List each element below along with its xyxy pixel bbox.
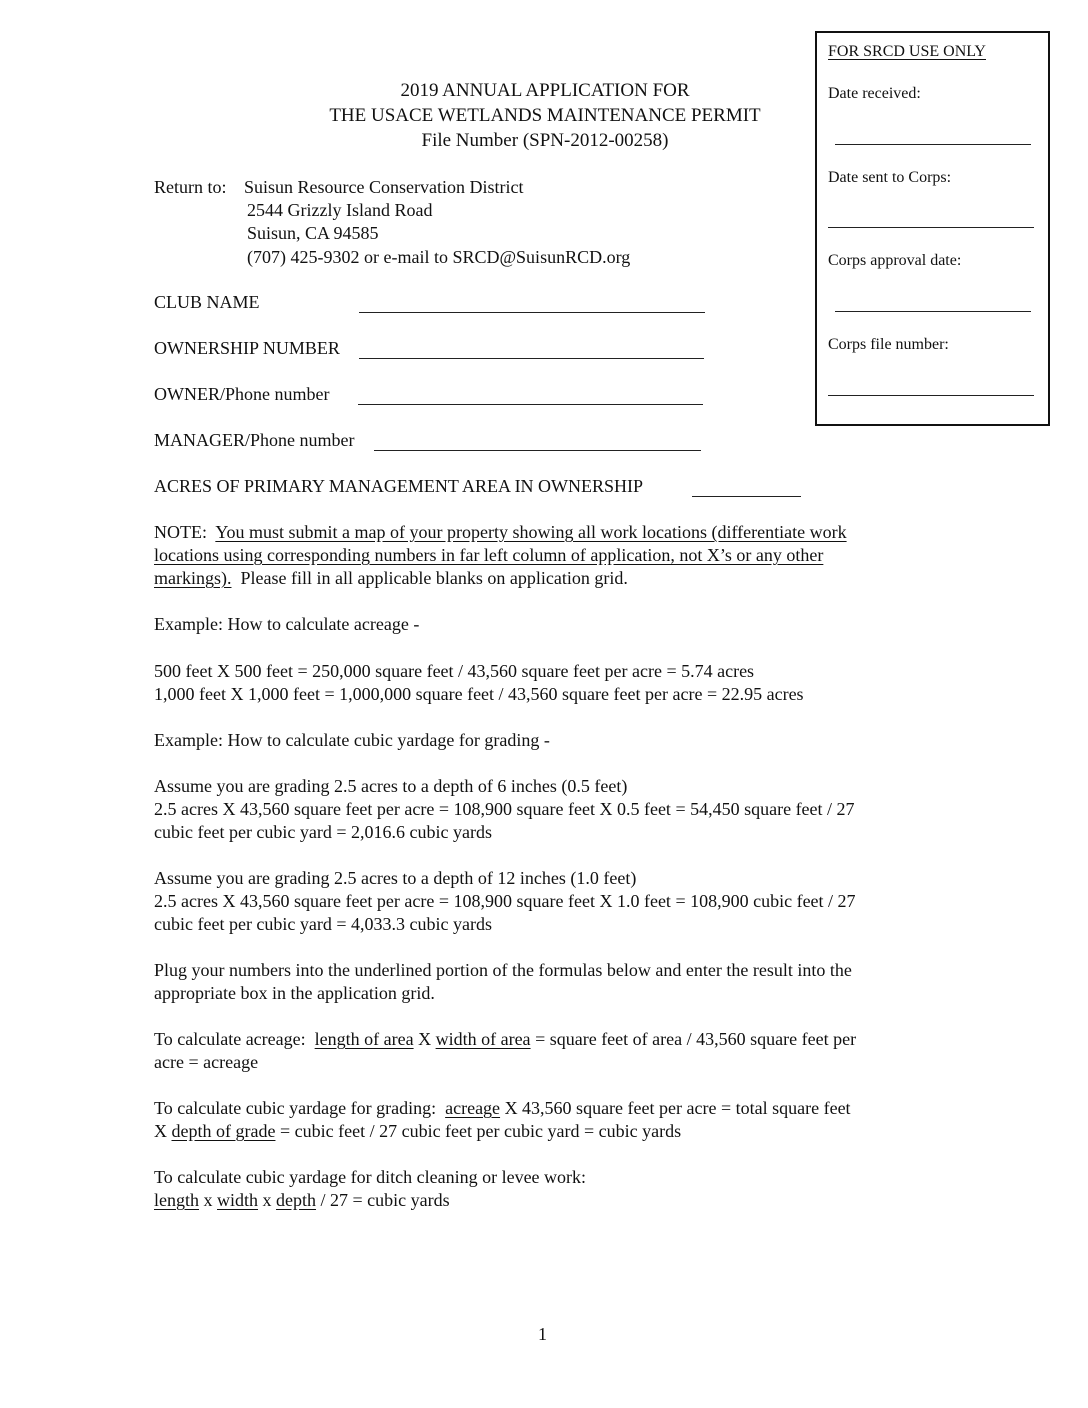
owner-phone-field[interactable] — [358, 404, 703, 405]
formula-grading-x: X — [154, 1121, 167, 1141]
note-line-1 — [154, 521, 847, 544]
srcd-box-heading: FOR SRCD USE ONLY — [828, 43, 986, 60]
return-to-label: Return to: — [154, 177, 227, 197]
club-name-label: CLUB NAME — [154, 292, 260, 312]
return-to-name: Suisun Resource Conservation District — [244, 177, 524, 197]
formula-acreage-rest: = square feet of area / 43,560 square feet per — [535, 1029, 857, 1049]
note-underlined-1: You must submit a map of your property showing all work locations (differentiate work — [215, 522, 847, 542]
corps-approval-field[interactable] — [835, 311, 1031, 312]
acres-label: ACRES OF PRIMARY MANAGEMENT AREA IN OWNERSHIP — [154, 476, 644, 496]
title-line-3: File Number (SPN-2012-00258) — [421, 130, 669, 151]
note-rest: Please fill in all applicable blanks on application grid. — [240, 568, 628, 588]
corps-file-number-field[interactable] — [828, 395, 1034, 396]
formula-grading-acreage: acreage — [445, 1098, 501, 1118]
date-sent-label: Date sent to Corps: — [828, 169, 952, 186]
example-acreage-line-2: 1,000 feet X 1,000 feet = 1,000,000 square feet / 43,560 square feet per acre = 22.95 acres — [154, 684, 804, 704]
plug-line-1: Plug your numbers into the underlined portion of the formulas below and enter the result into the — [154, 960, 852, 980]
formula-grading-prefix: To calculate cubic yardage for grading: — [154, 1098, 437, 1118]
formula-ditch-width: width — [217, 1190, 259, 1210]
club-name-field[interactable] — [359, 312, 705, 313]
plug-line-2: appropriate box in the application grid. — [154, 983, 435, 1003]
corps-file-number-label: Corps file number: — [828, 336, 949, 353]
manager-phone-field[interactable] — [374, 450, 701, 451]
acres-field[interactable] — [692, 496, 801, 497]
formula-ditch-line-1: To calculate cubic yardage for ditch cleaning or levee work: — [154, 1167, 587, 1187]
ownership-number-field[interactable] — [359, 358, 704, 359]
title-line-1: 2019 ANNUAL APPLICATION FOR — [400, 80, 690, 101]
formula-acreage-width: width of area — [435, 1029, 531, 1049]
formula-acreage-x: X — [418, 1029, 432, 1049]
grading-case1-line-1: Assume you are grading 2.5 acres to a depth of 6 inches (0.5 feet) — [154, 776, 628, 796]
formula-ditch-rest: / 27 = cubic yards — [320, 1190, 450, 1210]
title-line-2: THE USACE WETLANDS MAINTENANCE PERMIT — [329, 105, 761, 126]
note-underlined-3: markings). — [154, 568, 232, 588]
note-prefix: NOTE: — [154, 522, 207, 542]
corps-approval-label: Corps approval date: — [828, 252, 962, 269]
owner-phone-label: OWNER/Phone number — [154, 384, 330, 404]
formula-ditch-depth: depth — [276, 1190, 317, 1210]
example-acreage-line-1: 500 feet X 500 feet = 250,000 square feet / 43,560 square feet per acre = 5.74 acres — [154, 661, 755, 681]
formula-ditch-line-2 — [154, 1189, 450, 1212]
formula-grading-depth: depth of grade — [171, 1121, 276, 1141]
ownership-number-label: OWNERSHIP NUMBER — [154, 338, 340, 358]
formula-acreage-line-2: acre = acreage — [154, 1052, 259, 1072]
date-received-field[interactable] — [835, 144, 1031, 145]
formula-ditch-x2: x — [262, 1190, 272, 1210]
grading-case2-line-2: 2.5 acres X 43,560 square feet per acre = 108,900 square feet X 1.0 feet = 108,900 cubic feet / 27 — [154, 891, 856, 911]
grading-case2-line-3: cubic feet per cubic yard = 4,033.3 cubic yards — [154, 914, 493, 934]
return-to-street: 2544 Grizzly Island Road — [247, 200, 433, 220]
formula-grading-line-2 — [154, 1120, 681, 1143]
example-grading-heading: Example: How to calculate cubic yardage for grading - — [154, 730, 550, 750]
formula-grading-rest-1: X 43,560 square feet per acre = total square feet — [504, 1098, 851, 1118]
grading-case1-line-3: cubic feet per cubic yard = 2,016.6 cubic yards — [154, 822, 493, 842]
note-line-2: locations using corresponding numbers in far left column of application, not X’s or any other — [154, 545, 824, 565]
formula-acreage-prefix: To calculate acreage: — [154, 1029, 306, 1049]
date-sent-field[interactable] — [828, 227, 1034, 228]
grading-case1-line-2: 2.5 acres X 43,560 square feet per acre = 108,900 square feet X 0.5 feet = 54,450 square feet / 27 — [154, 799, 855, 819]
note-line-3 — [154, 567, 628, 590]
date-received-label: Date received: — [828, 85, 921, 102]
grading-case2-line-1: Assume you are grading 2.5 acres to a depth of 12 inches (1.0 feet) — [154, 868, 637, 888]
return-to-contact: (707) 425-9302 or e-mail to SRCD@SuisunRCD.org — [247, 247, 631, 267]
page-number: 1 — [538, 1324, 547, 1344]
srcd-use-only-box — [815, 31, 1050, 426]
formula-acreage-length: length of area — [314, 1029, 414, 1049]
example-acreage-heading: Example: How to calculate acreage - — [154, 614, 420, 634]
manager-phone-label: MANAGER/Phone number — [154, 430, 355, 450]
formula-acreage-line-1 — [154, 1028, 856, 1051]
formula-grading-rest-2: = cubic feet / 27 cubic feet per cubic yard = cubic yards — [279, 1121, 682, 1141]
formula-grading-line-1 — [154, 1097, 851, 1120]
return-to-city: Suisun, CA 94585 — [247, 223, 379, 243]
formula-ditch-x1: x — [203, 1190, 213, 1210]
formula-ditch-length: length — [154, 1190, 199, 1210]
